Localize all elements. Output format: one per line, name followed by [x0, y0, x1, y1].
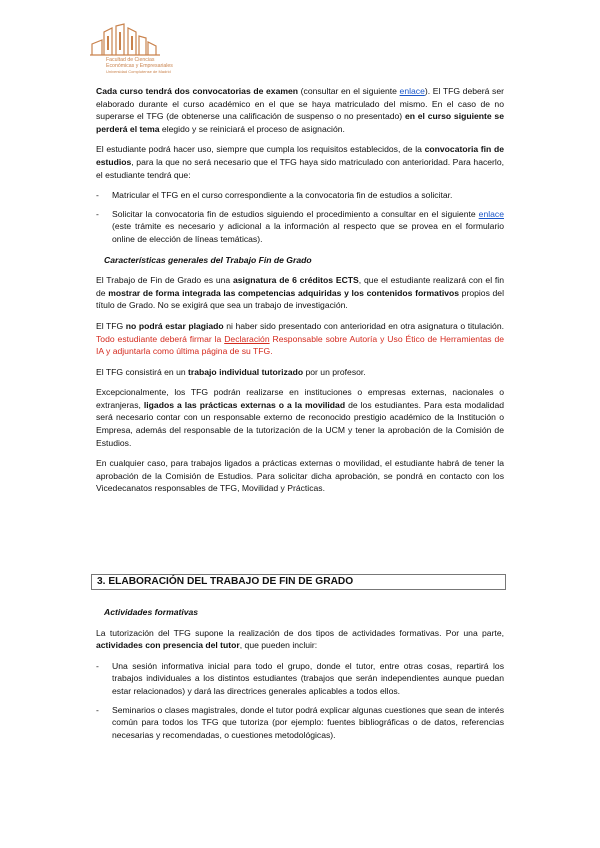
- text: Solicitar la convocatoria fin de estudios siguiendo el procedimiento a consultar en el siguiente: [112, 208, 479, 219]
- tutorizacion-paragraph: [96, 627, 504, 652]
- text: , para la que no será necesario que el TFG haya sido matriculado con anterioridad. Para hacerlo, el estudiante tendrá que:: [96, 156, 504, 180]
- asignatura-paragraph: [96, 274, 504, 312]
- warning-text: Todo estudiante deberá firmar la: [96, 333, 225, 344]
- section-3-heading: 3. ELABORACIÓN DEL TRABAJO DE FIN DE GRADO: [91, 574, 506, 590]
- text: (consultar en el siguiente: [298, 86, 400, 96]
- list-item: [96, 208, 504, 246]
- declaracion-link[interactable]: Declaración: [224, 333, 270, 344]
- enlace-link-1[interactable]: enlace: [399, 86, 425, 96]
- plagio-paragraph: [96, 320, 504, 358]
- fin-estudios-paragraph: [96, 143, 504, 181]
- text: elegido y se reiniciará el proceso de asignación.: [159, 123, 345, 134]
- actividades-heading: Actividades formativas: [104, 607, 199, 617]
- text: de los estudiantes. Para esta modalidad será necesario contar con un responsable externo de reconocido prestigio académico de la Institución o Empresa, además del responsable de la tutorización de la UCM y tener la aprobación de la Comisión de Estudios.: [96, 399, 505, 448]
- faculty-logo: [86, 22, 186, 80]
- bold-text: asignatura de 6 créditos ECTS: [233, 275, 359, 286]
- list-item: - Seminarios o clases magistrales, donde el tutor podrá explicar algunas cuestiones que sean de interés común para todos los TFG que tutoriza (por ejemplo: fuentes bibliográficas o de datos, referencias necesarias y recomendadas, o cuestiones metodológicas).: [96, 704, 504, 742]
- externas-paragraph: [96, 386, 504, 449]
- list-item: - Una sesión informativa inicial para todo el grupo, donde el tutor, entre otras cosas, repartirá los trabajos individuales a los distintos estudiantes (trabajos que serán independientes aunque puedan estar relacionados) y dará las directrices generales aplicables a todos ellos.: [96, 660, 504, 698]
- actividades-list: [96, 660, 504, 742]
- bold-text: convocatoria fin de estudios: [96, 144, 504, 167]
- list-item: - Matricular el TFG en el curso correspondiente a la convocatoria fin de estudios a solicitar.: [96, 189, 504, 202]
- bold-text: no podrá estar plagiado: [125, 320, 224, 331]
- tutorizado-paragraph: [96, 366, 504, 379]
- text: El TFG consistirá en un: [96, 366, 189, 377]
- text: por un profesor.: [303, 366, 366, 377]
- bold-text: Cada curso tendrá dos convocatorias de examen: [96, 86, 299, 96]
- text: Excepcionalmente, los TFG podrán realizarse en instituciones o empresas externas, nacionales o extranjeras,: [96, 387, 504, 410]
- convocatorias-paragraph: [96, 85, 504, 135]
- section-3-content: [96, 606, 504, 749]
- text: La tutorización del TFG supone la realización de dos tipos de actividades formativas. Por una parte,: [96, 627, 504, 638]
- text: propios del título de Grado. No se exigirá que sea un trabajo de investigación.: [96, 287, 504, 311]
- bold-text: actividades con presencia del tutor: [96, 640, 240, 651]
- logo-line-1: Facultad de Ciencias: [106, 57, 155, 63]
- bold-text: en el curso siguiente se perderá el tema: [96, 111, 504, 134]
- main-content: [96, 85, 504, 503]
- text: , que el estudiante realizará con el fin de: [96, 275, 504, 298]
- aprobacion-paragraph: En cualquier caso, para trabajos ligados a prácticas externas o movilidad, el estudiante habrá de tener la aprobación de la Comisión de Estudios. Para solicitar dicha aprobación, se pondrá en contacto con los Vicedecanatos responsables de TFG, Movilidad y Prácticas.: [96, 458, 504, 494]
- caracteristicas-heading: Características generales del Trabajo Fin de Grado: [104, 254, 312, 265]
- bold-text: trabajo individual tutorizado: [188, 366, 304, 377]
- enlace-link-2[interactable]: enlace: [478, 208, 504, 219]
- logo-line-3: Universidad Complutense de Madrid: [106, 69, 171, 74]
- text: El estudiante podrá hacer uso, siempre que cumpla los requisitos establecidos, de la: [96, 144, 425, 155]
- bold-text: ligados a las prácticas externas o a la movilidad: [143, 399, 346, 410]
- building-logo-icon: [86, 22, 186, 58]
- text: ). El TFG deberá ser elaborado durante el curso académico en el que se haya matriculado del mismo. En el caso de no superarse el TFG (de obtenerse una calificación de suspenso o no presentado): [96, 86, 504, 122]
- bold-text: mostrar de forma integrada las competencias adquiridas y los contenidos formativos: [108, 287, 460, 298]
- fin-estudios-list: [96, 189, 504, 245]
- text: El TFG: [96, 320, 126, 331]
- logo-line-2: Económicas y Empresariales: [106, 63, 173, 69]
- text: (este trámite es necesario y adicional a la información al respecto que se provea en el formulario online de elección de líneas temáticas).: [112, 221, 504, 244]
- text: El Trabajo de Fin de Grado es una: [96, 275, 233, 286]
- text: , que pueden incluir:: [239, 640, 318, 651]
- text: ni haber sido presentado con anterioridad en otra asignatura o titulación.: [223, 320, 504, 331]
- warning-text: Responsable sobre Autoría y Uso Ético de Herramientas de IA y adjuntarla como última página de su TFG.: [96, 333, 505, 357]
